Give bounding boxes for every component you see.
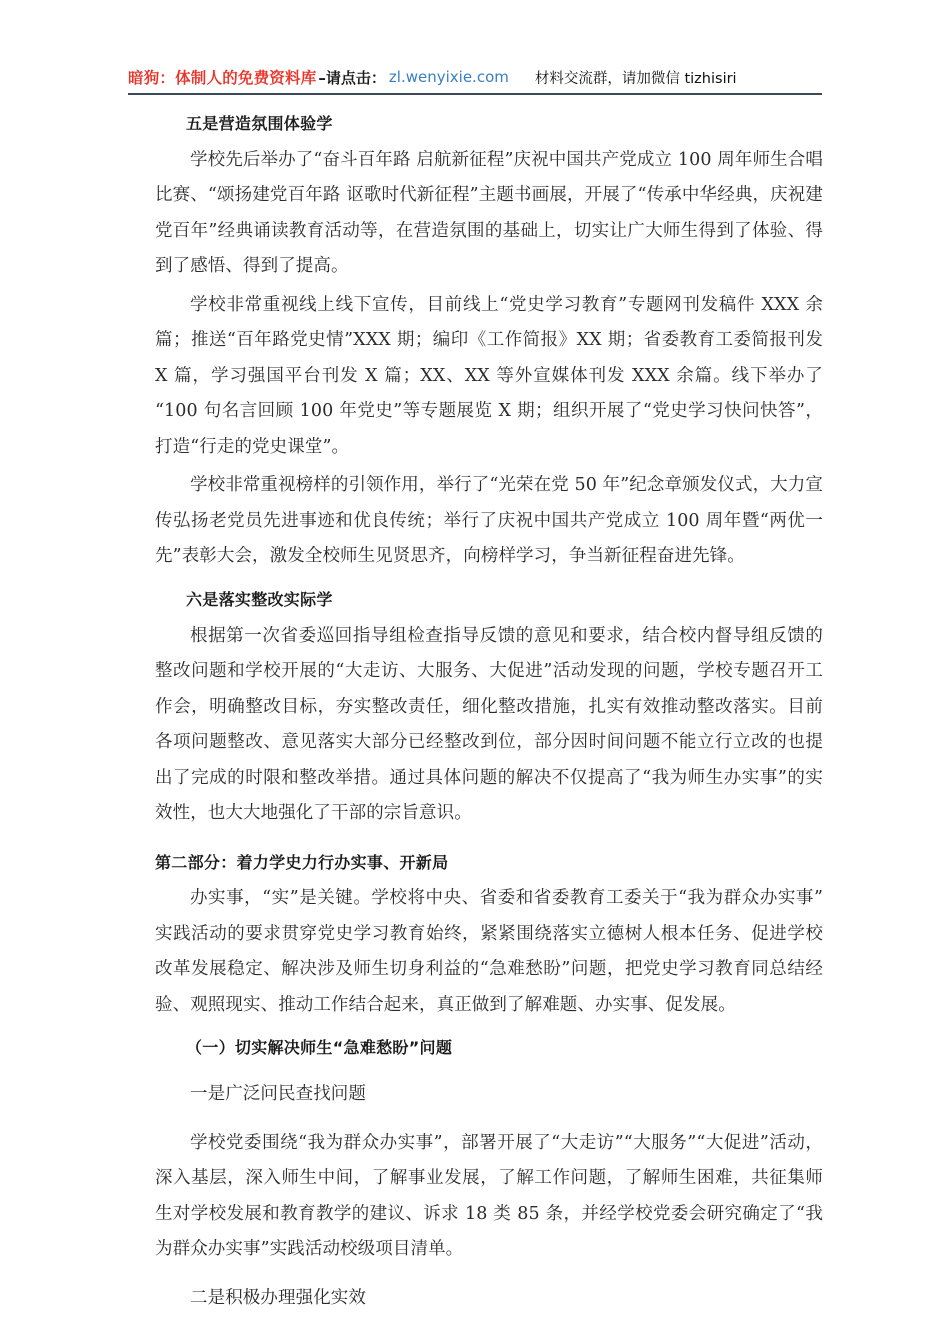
paragraph-item-one-body: 学校党委围绕“我为群众办实事”，部署开展了“大走访”“大服务”“大促进”活动，深入基层，深入师生中间，了解事业发展，了解工作问题，了解师生困难，共征集师生对学校发展和教育教学的建议、诉求 18 类 85 条，并经学校党委会研究确定了“我为群众办实事”实践活动校级项目清单。 bbox=[155, 1132, 823, 1260]
section-heading-six: 六是落实整改实际学 bbox=[186, 589, 333, 609]
spacer bbox=[155, 578, 823, 588]
paragraph-publicity: 学校非常重视线上线下宣传，目前线上“党史学习教育”专题网刊发稿件 XXX 余篇；推送“百年路党史情”XXX 期；编印《工作简报》XX 期；省委教育工委简报刊发 X 篇，学习强国平台刊发 X 篇；XX、XX 等外宣媒体刊发 XXX 余篇。线下举办了“100 句名言回顾 100 年党史”等专题展览 X 期；组织开展了“党史学习快问快答”，打造“行走的党史课堂”。 bbox=[155, 294, 823, 457]
section-heading-part-two: 第二部分：着力学史力行办实事、开新局 bbox=[155, 852, 449, 872]
paragraph-item-one-label: 一是广泛问民查找问题 bbox=[190, 1084, 366, 1105]
paragraph-part-two-intro: 办实事，“实”是关键。学校将中央、省委和省委教育工委关于“我为群众办实事”实践活动的要求贯穿党史学习教育始终，紧紧围绕落实立德树人根本任务、促进学校改革发展稳定、解决涉及师生切身利益的“急难愁盼”问题，把党史学习教育同总结经验、观照现实、推动工作结合起来，真正做到了解难题、办实事、促发展。 bbox=[155, 888, 823, 1015]
paragraph-atmosphere: 学校先后举办了“奋斗百年路 启航新征程”庆祝中国共产党成立 100 周年师生合唱比赛、“颂扬建党百年路 讴歌时代新征程”主题书画展，开展了“传承中华经典，庆祝建党百年”经典诵读教育活动等，在营造氛围的基础上，切实让广大师生得到了体验、得到了感悟、得到了提高。 bbox=[155, 149, 823, 277]
promo-contact-label: 材料交流群，请加微信 tizhisiri bbox=[534, 70, 737, 87]
paragraph-role-model: 学校非常重视榜样的引领作用，举行了“光荣在党 50 年”纪念章颁发仪式，大力宣传弘扬老党员先进事迹和优良传统；举行了庆祝中国共产党成立 100 周年暨“两优一先”表彰大会，激发全校师生见贤思齐，向榜样学习，争当新征程奋进先锋。 bbox=[155, 475, 823, 567]
paragraph-rectification: 根据第一次省委巡回指导组检查指导反馈的意见和要求，结合校内督导组反馈的整改问题和学校开展的“大走访、大服务、大促进”活动发现的问题，学校专题召开工作会，明确整改目标，夯实整改责任，细化整改措施，扎实有效推动整改落实。目前各项问题整改、意见落实大部分已经整改到位，部分因时间问题不能立行立改的也提出了完成的时限和整改举措。通过具体问题的解决不仅提高了“我为师生办实事”的实效性，也大大地强化了干部的宗旨意识。 bbox=[155, 625, 823, 824]
spacer bbox=[155, 1271, 823, 1281]
spacer bbox=[155, 1026, 823, 1036]
spacer bbox=[155, 1116, 823, 1126]
document-body bbox=[155, 112, 823, 1319]
spacer bbox=[155, 835, 823, 851]
promo-title: 暗狗：体制人的免费资料库 bbox=[128, 69, 317, 87]
paragraph-item-two-label: 二是积极办理强化实效 bbox=[190, 1287, 366, 1308]
promo-click-label: –请点击： bbox=[318, 68, 386, 87]
section-heading-five: 五是营造氛围体验学 bbox=[186, 114, 333, 133]
promo-banner bbox=[128, 62, 822, 92]
section-heading-sub-one: （一）切实解决师生“急难愁盼”问题 bbox=[186, 1038, 453, 1058]
promo-website-link[interactable]: zl.wenyixie.com bbox=[388, 68, 509, 86]
spacer bbox=[155, 1067, 823, 1077]
header-divider bbox=[128, 93, 822, 95]
